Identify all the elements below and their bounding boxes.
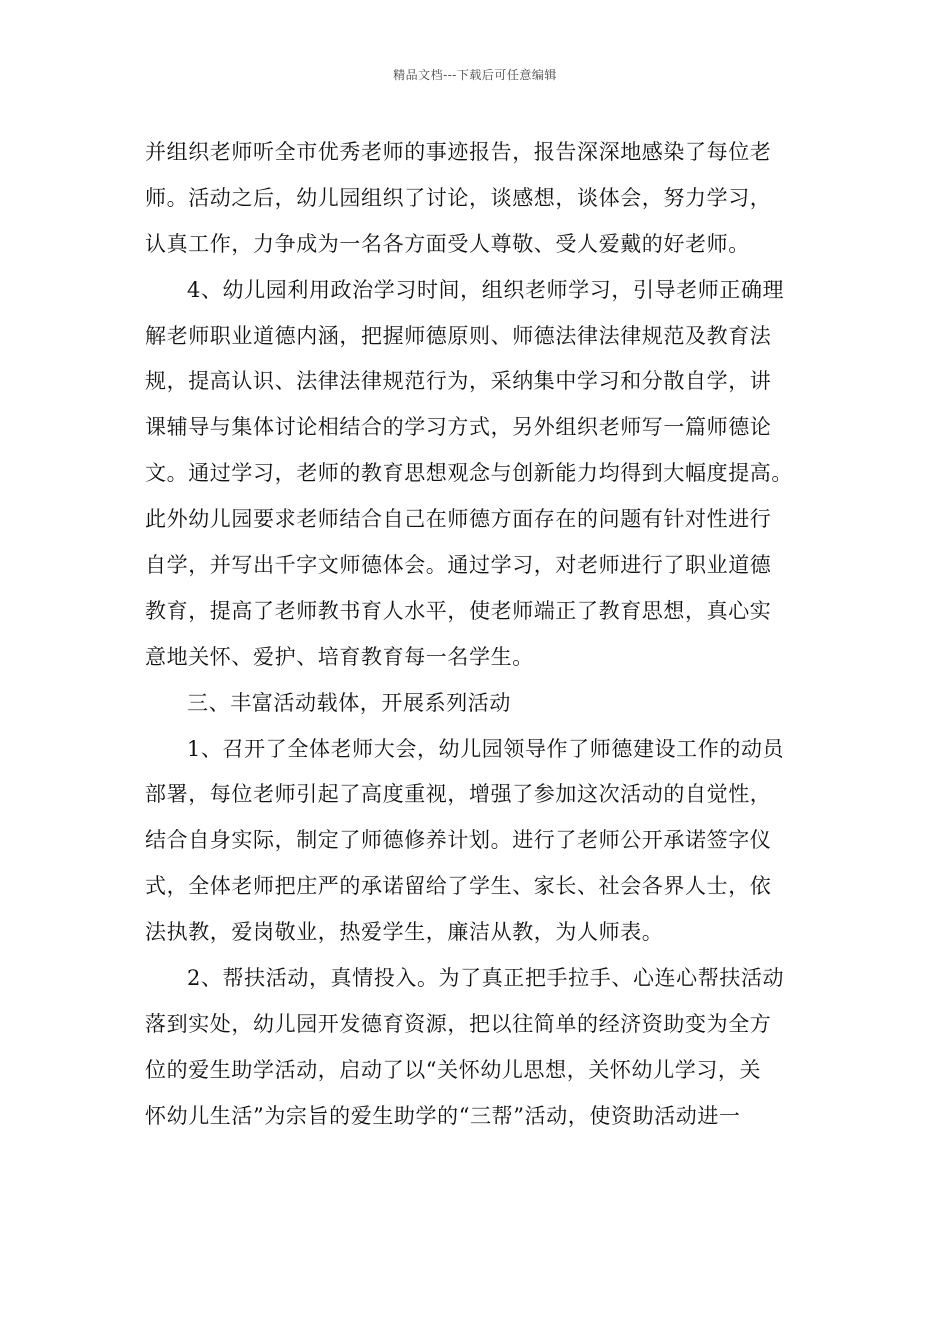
body-line: 并组织老师听全市优秀老师的事迹报告，报告深深地感染了每位老 <box>145 140 772 164</box>
body-line: 结合自身实际，制定了师德修养计划。进行了老师公开承诺签字仪 <box>145 828 772 853</box>
body-line: 此外幼儿园要求老师结合自己在师德方面存在的问题有针对性进行 <box>145 507 772 532</box>
body-line: 怀幼儿生活”为宗旨的爱生助学的“三帮”活动，使资助活动进一 <box>145 1103 741 1128</box>
document-body <box>145 130 825 1140</box>
body-line: 落到实处，幼儿园开发德育资源，把以往简单的经济资助变为全方 <box>145 1011 772 1036</box>
page-header: 精品文档---下载后可任意编辑 <box>393 68 557 82</box>
body-line: 自学，并写出千字文师德体会。通过学习，对老师进行了职业道德 <box>145 553 772 578</box>
body-line: 法执教，爱岗敬业，热爱学生，廉洁从教，为人师表。 <box>145 920 664 945</box>
body-line: 文。通过学习，老师的教育思想观念与创新能力均得到大幅度提高。 <box>145 461 793 486</box>
body-line: 课辅导与集体讨论相结合的学习方式，另外组织老师写一篇师德论 <box>145 415 772 440</box>
body-line: 位的爱生助学活动，启动了以“关怀幼儿思想，关怀幼儿学习，关 <box>145 1057 762 1082</box>
paragraph-start-line: 2、帮扶活动，真情投入。为了真正把手拉手、心连心帮扶活动 <box>187 966 785 991</box>
body-line: 认真工作，力争成为一名各方面受人尊敬、受人爱戴的好老师。 <box>145 231 750 256</box>
body-line: 式，全体老师把庄严的承诺留给了学生、家长、社会各界人士，依 <box>145 874 772 899</box>
body-line: 意地关怀、爱护、培育教育每一名学生。 <box>145 644 534 669</box>
body-line: 师。活动之后，幼儿园组织了讨论，谈感想，谈体会，努力学习， <box>145 185 772 210</box>
paragraph-start-line: 4、幼儿园利用政治学习时间，组织老师学习，引导老师正确理 <box>187 277 785 302</box>
body-line: 部署，每位老师引起了高度重视，增强了参加这次活动的自觉性， <box>145 782 772 807</box>
section-heading: 三、丰富活动载体，开展系列活动 <box>187 690 511 715</box>
body-line: 规，提高认识、法律法律规范行为，采纳集中学习和分散自学，讲 <box>145 369 772 394</box>
paragraph-start-line: 1、召开了全体老师大会，幼儿园领导作了师德建设工作的动员 <box>187 736 785 761</box>
body-line: 解老师职业道德内涵，把握师德原则、师德法律法律规范及教育法 <box>145 323 772 348</box>
body-line: 教育，提高了老师教书育人水平，使老师端正了教育思想，真心实 <box>145 598 772 623</box>
